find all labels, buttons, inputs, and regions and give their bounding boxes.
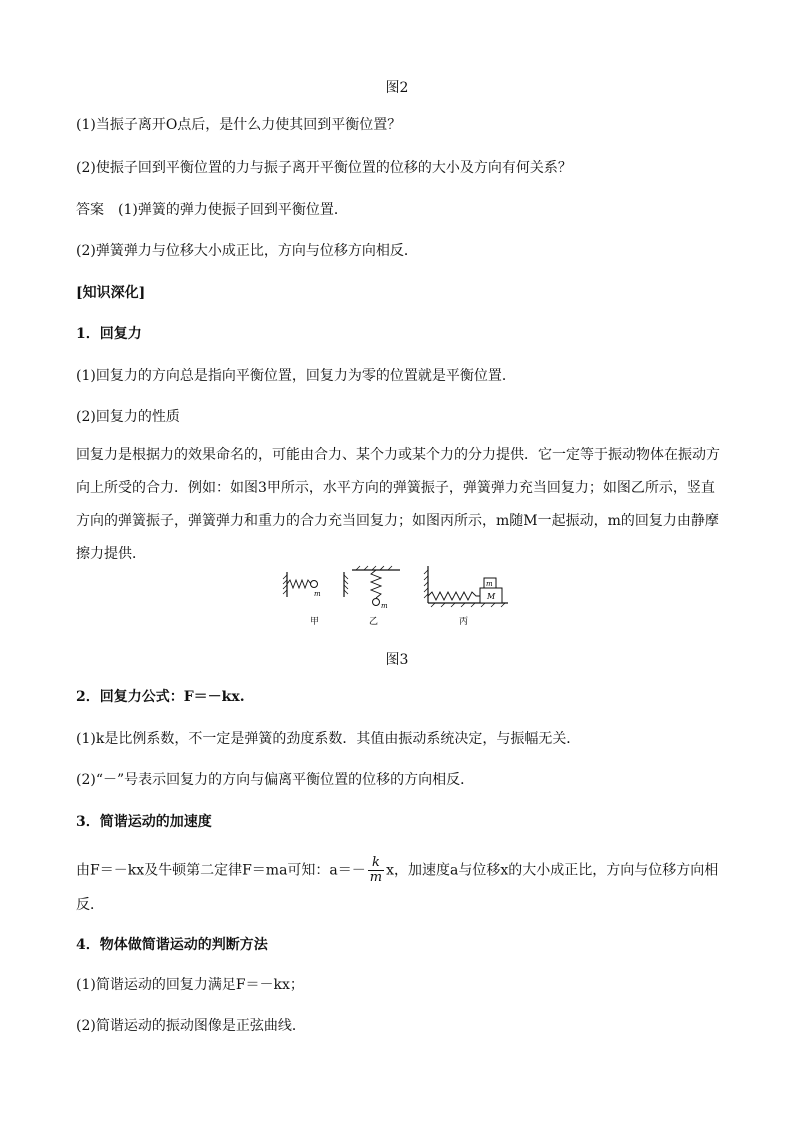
diagram-yi bbox=[352, 566, 400, 610]
fraction-denominator: m bbox=[369, 870, 383, 885]
paragraph-1-3: 回复力是根据力的效果命名的，可能由合力、某个力或某个力的分力提供．它一定等于振动物体在振动方向上所受的合力．例如：如图3甲所示，水平方向的弹簧振子，弹簧弹力充当回复力；如图乙所示，竖直方向的弹簧振子，弹簧弹力和重力的合力充当回复力；如图丙所示，m随M一起振动，m的回复力由静摩擦力提供． bbox=[76, 447, 720, 562]
paragraph-2-2: (2)“－”号表示回复力的方向与偏离平衡位置的位移的方向相反． bbox=[76, 772, 475, 788]
question-1: (1)当振子离开O点后，是什么力使其回到平衡位置？ bbox=[76, 117, 402, 133]
diagram-jia bbox=[283, 572, 348, 598]
answer-2: (2)弹簧弹力与位移大小成正比，方向与位移方向相反． bbox=[76, 243, 418, 259]
diagram-label-bing: 丙 bbox=[459, 617, 469, 627]
figure-3-caption: 图3 bbox=[385, 652, 409, 668]
question-2: (2)使振子回到平衡位置的力与振子离开平衡位置的位移的大小及方向有何关系？ bbox=[76, 160, 572, 176]
diagram-label-jia: 甲 bbox=[310, 617, 320, 627]
heading-4: 4．物体做简谐运动的判断方法 bbox=[76, 937, 268, 953]
answer-line-1 bbox=[76, 200, 348, 220]
heading-2: 2．回复力公式：F＝－kx. bbox=[76, 689, 245, 705]
figure-2-caption: 图2 bbox=[385, 80, 409, 96]
paragraph-3-line-2: 反． bbox=[76, 897, 104, 913]
paragraph-1-1: (1)回复力的方向总是指向平衡位置，回复力为零的位置就是平衡位置． bbox=[76, 368, 516, 384]
paragraph-2-1: (1)k是比例系数，不一定是弹簧的劲度系数．其值由振动系统决定，与振幅无关． bbox=[76, 731, 581, 747]
fraction-numerator: k bbox=[368, 856, 384, 871]
heading-1: 1．回复力 bbox=[76, 326, 142, 342]
paragraph-3-line-1 bbox=[76, 856, 718, 885]
heading-3: 3．简谐运动的加速度 bbox=[76, 814, 212, 830]
paragraph-1-2: (2)回复力的性质 bbox=[76, 409, 180, 425]
diagram-yi-mass-label: m bbox=[381, 602, 388, 610]
answer-1: (1)弹簧的弹力使振子回到平衡位置． bbox=[118, 202, 348, 218]
diagram-jia-mass-label: m bbox=[314, 590, 321, 598]
figure-3-diagram bbox=[280, 562, 520, 630]
fraction-k-over-m bbox=[368, 856, 384, 885]
diagram-bing-big-mass-label: M bbox=[487, 592, 496, 601]
answer-label: 答案 bbox=[76, 202, 104, 218]
diagram-bing-small-mass-label: m bbox=[486, 580, 493, 588]
diagram-label-yi: 乙 bbox=[369, 617, 379, 627]
section-title: [知识深化] bbox=[76, 285, 146, 301]
paragraph-3-after-fraction: x，加速度a与位移x的大小成正比，方向与位移方向相 bbox=[386, 862, 719, 879]
paragraph-3-before-fraction: 由F＝－kx及牛顿第二定律F＝ma可知：a＝－ bbox=[76, 862, 366, 879]
paragraph-4-2: (2)简谐运动的振动图像是正弦曲线． bbox=[76, 1018, 306, 1034]
paragraph-4-1: (1)简谐运动的回复力满足F＝－kx； bbox=[76, 977, 304, 993]
diagram-bing bbox=[424, 566, 508, 607]
